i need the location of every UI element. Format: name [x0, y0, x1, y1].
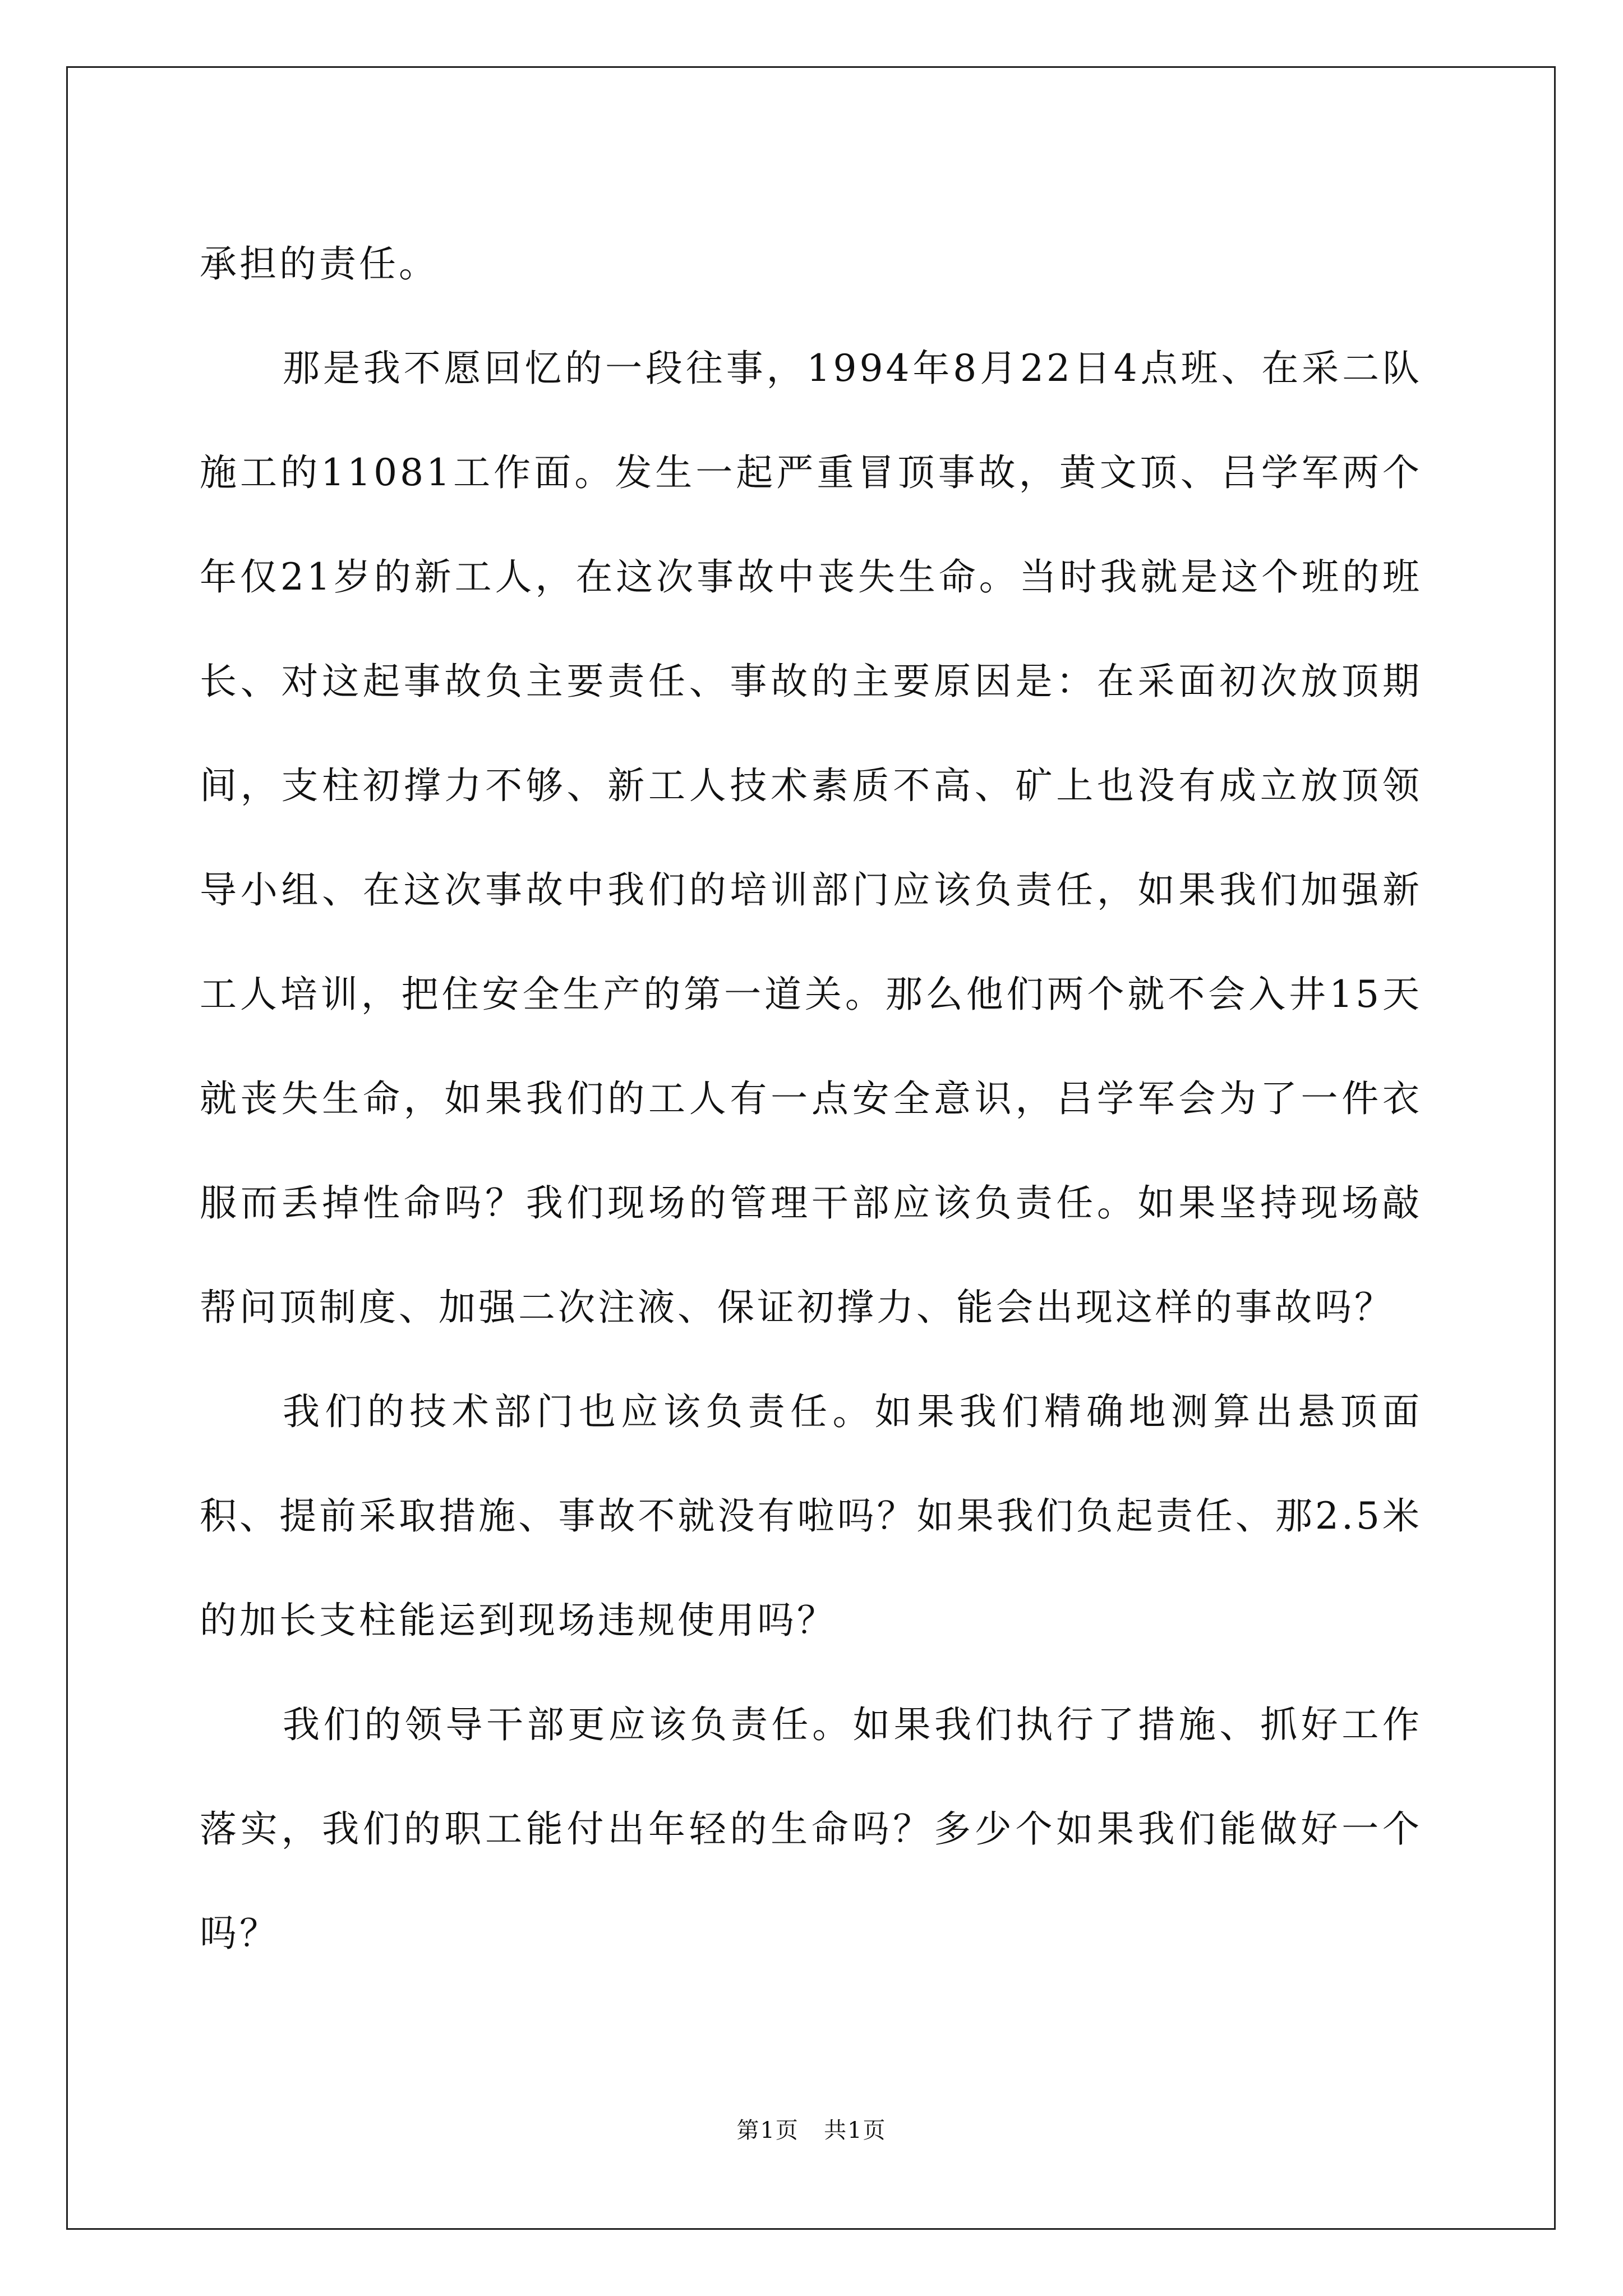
page-footer — [0, 2114, 1623, 2147]
paragraph-accident-account: 那是我不愿回忆的一段往事，1994年8月22日4点班、在采二队施工的11081工作面。发生一起严重冒顶事故，黄文顶、吕学军两个年仅21岁的新工人，在这次事故中丧失生命。当时我就是这个班的班长、对这起事故负主要责任、事故的主要原因是：在采面初次放顶期间，支柱初撑力不够、新工人技术素质不高、矿上也没有成立放顶领导小组、在这次事故中我们的培训部门应该负责任，如果我们加强新工人培训，把住安全生产的第一道关。那么他们两个就不会入井15天就丧失生命，如果我们的工人有一点安全意识，吕学军会为了一件衣服而丢掉性命吗？我们现场的管理干部应该负责任。如果坚持现场敲帮问顶制度、加强二次注液、保证初撑力、能会出现这样的事故吗？ — [200, 347, 1422, 1329]
document-body — [200, 212, 1422, 1986]
paragraph-continuation: 承担的责任。 — [200, 242, 439, 286]
footer-spacer — [799, 2118, 824, 2143]
paragraph-leadership: 我们的领导干部更应该负责任。如果我们执行了措施、抓好工作落实，我们的职工能付出年轻的生命吗？多少个如果我们能做好一个吗？ — [200, 1703, 1422, 1955]
paragraph-technical-department: 我们的技术部门也应该负责任。如果我们精确地测算出悬顶面积、提前采取措施、事故不就没有啦吗？如果我们负起责任、那2.5米的加长支柱能运到现场违规使用吗？ — [200, 1390, 1422, 1642]
page-number: 第1页 — [736, 2118, 799, 2143]
page-total: 共1页 — [824, 2118, 887, 2143]
